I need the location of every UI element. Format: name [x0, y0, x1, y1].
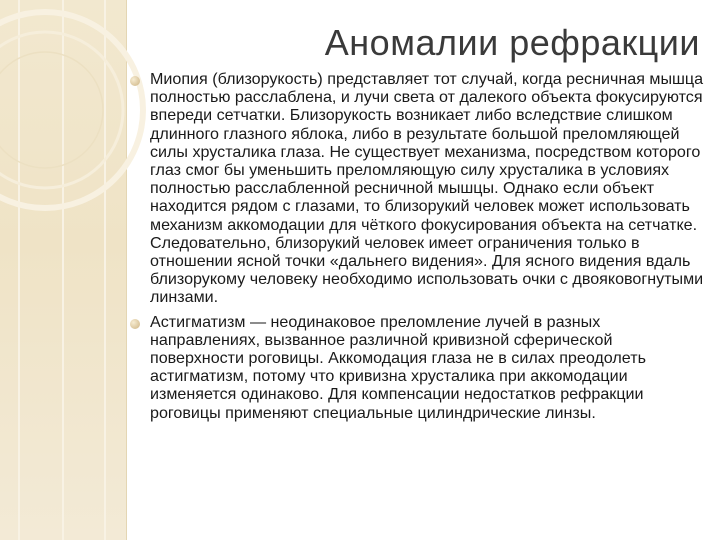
bullet-dot-icon	[130, 76, 140, 86]
list-item-text: Астигматизм — неодинаковое преломление лучей в разных направлениях, вызванное различной кривизной сферической поверхности роговицы. Аккомодация глаза не в силах преодолеть астигматизм, потому что кривизна хрусталика при аккомодации изменяется одинаково. Для компенсации недостатков рефракции роговицы применяют специальные цилиндрические линзы.	[150, 312, 646, 422]
list-item-text: Миопия (близорукость) представляет тот случай, когда ресничная мышца полностью расслаблена, и лучи света от далекого объекта фокусируются впереди сетчатки. Близорукость возникает либо вследствие слишком длинного глазного яблока, либо в результате большой преломляющей силы хрусталика глаза. Не существует механизма, посредством которого глаз смог бы уменьшить преломляющую силу хрусталика в условиях полностью расслабленной ресничной мышцы. Однако если объект находится рядом с глазами, то близорукий человек может использовать механизм аккомодации для чёткого фокусирования объекта на сетчатке. Следовательно, близорукий человек имеет ограничения только в отношении ясной точки «дальнего видения». Для ясного видения вдаль близорукому человеку необходимо использовать очки с двояковогнутыми линзами.	[150, 70, 704, 307]
slide-title: Аномалии рефракции	[324, 22, 700, 63]
list-item	[130, 313, 705, 422]
list-item	[130, 70, 705, 307]
bullet-list	[130, 70, 705, 428]
bullet-dot-icon	[130, 319, 140, 329]
